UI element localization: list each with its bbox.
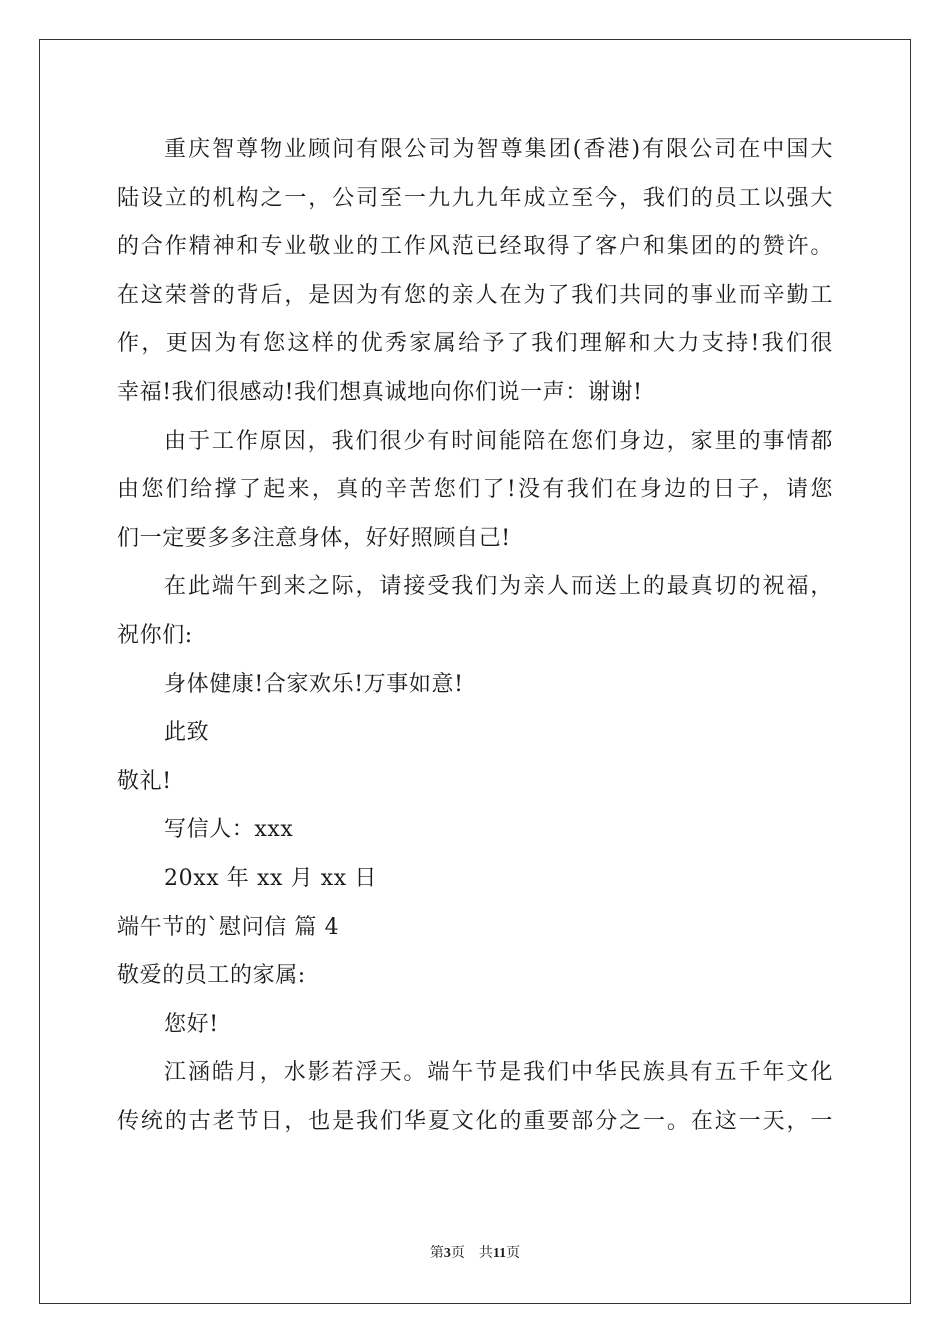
document-body — [117, 126, 833, 1146]
text-line: 陆设立的机构之一，公司至一九九九年成立至今，我们的员工以强大 — [117, 185, 833, 211]
total-page-count: 11 — [492, 1246, 507, 1261]
text-line: 的合作精神和专业敬业的工作风范已经取得了客户和集团的的赞许。 — [117, 234, 833, 260]
text-line: 敬爱的员工的家属: — [117, 963, 306, 989]
text-line: 端午节的`慰问信 篇 4 — [117, 914, 340, 940]
text-line: 幸福!我们很感动!我们想真诚地向你们说一声：谢谢! — [117, 379, 643, 405]
total-prefix: 共 — [478, 1245, 493, 1261]
page-footer — [0, 1243, 950, 1264]
text-line: 写信人：xxx — [164, 817, 294, 843]
total-unit: 页 — [506, 1245, 521, 1261]
text-line: 由于工作原因，我们很少有时间能陪在您们身边，家里的事情都 — [164, 428, 833, 454]
text-line: 们一定要多多注意身体，好好照顾自己! — [117, 525, 511, 551]
text-line: 由您们给撑了起来，真的辛苦您们了!没有我们在身边的日子，请您 — [117, 477, 833, 503]
page-prefix: 第 — [429, 1245, 444, 1261]
text-line: 重庆智尊物业顾问有限公司为智尊集团(香港)有限公司在中国大 — [164, 137, 833, 162]
current-page-number: 3 — [443, 1246, 451, 1261]
text-line: 作，更因为有您这样的优秀家属给予了我们理解和大力支持!我们很 — [117, 331, 833, 357]
text-line: 传统的古老节日，也是我们华夏文化的重要部分之一。在这一天，一 — [117, 1108, 833, 1134]
text-line: 在此端午到来之际，请接受我们为亲人而送上的最真切的祝福， — [164, 574, 833, 600]
text-line: 在这荣誉的背后，是因为有您的亲人在为了我们共同的事业而辛勤工 — [117, 282, 833, 308]
text-line: 身体健康!合家欢乐!万事如意! — [164, 671, 464, 697]
page-unit: 页 — [450, 1245, 465, 1261]
text-line: 祝你们: — [117, 622, 193, 648]
text-line: 20xx 年 xx 月 xx 日 — [164, 865, 378, 891]
text-line: 江涵皓月，水影若浮天。端午节是我们中华民族具有五千年文化 — [164, 1060, 833, 1086]
text-line: 此致 — [164, 720, 210, 746]
text-line: 您好! — [164, 1011, 219, 1037]
text-line: 敬礼! — [117, 768, 172, 794]
